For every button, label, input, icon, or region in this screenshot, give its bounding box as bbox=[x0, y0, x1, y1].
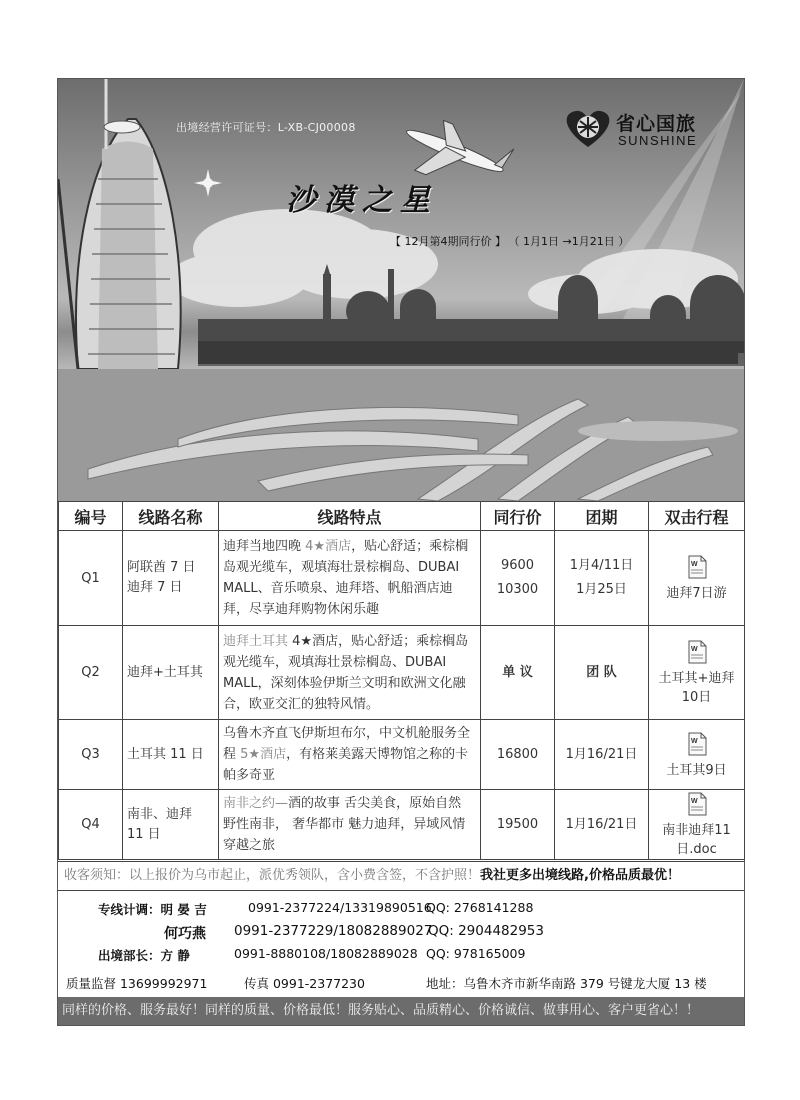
feature-hotel-rating: 5★酒店 bbox=[236, 747, 287, 762]
table-row bbox=[59, 720, 745, 790]
route-code: Q2 bbox=[59, 626, 123, 720]
header-route-features: 线路特点 bbox=[219, 502, 481, 531]
date-value: 1月16/21日 bbox=[565, 816, 638, 832]
itinerary-doc-link[interactable] bbox=[649, 720, 745, 790]
contact-phone: 0991-2377229/18082889027 bbox=[234, 923, 433, 939]
route-name bbox=[123, 626, 219, 720]
route-dates bbox=[555, 790, 649, 860]
header-code: 编号 bbox=[59, 502, 123, 531]
doc-filename: 土耳其9日 bbox=[666, 762, 727, 778]
date-value: 1月16/21日 bbox=[565, 746, 638, 762]
price-value: 19500 bbox=[496, 816, 539, 832]
route-price bbox=[481, 626, 555, 720]
route-name bbox=[123, 720, 219, 790]
route-features bbox=[219, 531, 481, 626]
feature-text: 酒的故事 舌尖美食，原始自然 野性南非， 奢华都市 魅力迪拜，异域风情 穿越之旅 bbox=[223, 796, 466, 853]
price-period bbox=[390, 233, 629, 249]
brand-name-cn: 省心国旅 bbox=[616, 113, 697, 135]
contact-qq: QQ: 978165009 bbox=[426, 946, 526, 961]
itinerary-doc-link[interactable] bbox=[649, 531, 745, 626]
period-dates: （ 1月1日 →1月21日 ） bbox=[514, 235, 630, 248]
date-value: 1月25日 bbox=[576, 582, 627, 597]
word-document-icon bbox=[687, 640, 707, 664]
contact-label: 专线计调：明 晏 吉 bbox=[98, 902, 207, 917]
doc-filename: 南非迪拜11日.doc bbox=[662, 823, 731, 857]
route-features bbox=[219, 626, 481, 720]
word-document-icon bbox=[687, 792, 707, 816]
contact-label: 出境部长：方 静 bbox=[98, 948, 190, 963]
svg-text:W: W bbox=[690, 561, 698, 568]
route-dates bbox=[555, 720, 649, 790]
header-price: 同行价 bbox=[481, 502, 555, 531]
contact-phone: 0991-8880108/18082889028 bbox=[234, 946, 418, 961]
header-dates: 团期 bbox=[555, 502, 649, 531]
fax-number: 传真 0991-2377230 bbox=[244, 976, 365, 991]
period-issue: 【 12月第4期同行价 】 bbox=[390, 235, 506, 248]
route-price bbox=[481, 720, 555, 790]
route-name bbox=[123, 531, 219, 626]
route-name-line: 11 日 bbox=[127, 826, 161, 842]
route-name bbox=[123, 790, 219, 860]
quality-supervision: 质量监督 13699992971 bbox=[66, 976, 208, 991]
contact-section bbox=[58, 890, 744, 996]
date-value: 1月4/11日 bbox=[569, 558, 634, 573]
feature-hotel-rating: 4★酒店 bbox=[301, 539, 352, 554]
feature-text: 乌鲁木齐直飞伊斯坦布尔，中文机舱服务全程 bbox=[223, 726, 471, 762]
burj-al-arab-illustration bbox=[58, 79, 181, 369]
price-value: 16800 bbox=[496, 746, 539, 762]
route-price bbox=[481, 790, 555, 860]
route-dates bbox=[555, 626, 649, 720]
svg-text:W: W bbox=[690, 646, 698, 653]
contact-name: 何巧燕 bbox=[164, 926, 206, 942]
footer-slogan: 同样的价格、服务最好！同样的质量、价格最低！服务贴心、品质精心、价格诚信、做事用心、客户更省心！！ bbox=[58, 997, 744, 1025]
route-name-line: 南非、迪拜 bbox=[127, 806, 193, 822]
brand-logo bbox=[564, 107, 734, 151]
feature-text: 迪拜当地四晚 bbox=[223, 539, 302, 554]
contact-phone: 0991-2377224/13319890516 bbox=[248, 900, 432, 915]
contact-qq: QQ: 2904482953 bbox=[428, 923, 544, 939]
table-row bbox=[59, 790, 745, 860]
route-name-line: 迪拜 7 日 bbox=[127, 580, 183, 595]
route-name-line: 阿联酋 7 日 bbox=[127, 560, 196, 575]
routes-table bbox=[58, 501, 745, 860]
route-code: Q4 bbox=[59, 790, 123, 860]
table-row bbox=[59, 531, 745, 626]
notice-highlight: 我社更多出境线路,价格品质最优！ bbox=[480, 868, 680, 883]
notice-text: 收客须知：以上报价为乌市起止，派优秀领队，含小费含签，不含护照！ bbox=[64, 868, 481, 883]
route-name-line: 土耳其 11 日 bbox=[127, 746, 204, 762]
word-document-icon bbox=[687, 732, 707, 756]
contact-row bbox=[98, 946, 190, 964]
svg-text:W: W bbox=[690, 737, 698, 745]
feature-text: ，有格莱美露天博物馆之称的卡帕多奇亚 bbox=[223, 747, 469, 783]
hero-banner bbox=[58, 79, 744, 501]
table-row bbox=[59, 626, 745, 720]
doc-filename: 迪拜7日游 bbox=[666, 586, 727, 601]
date-value: 团 队 bbox=[586, 664, 617, 680]
header-route-name: 线路名称 bbox=[123, 502, 219, 531]
route-code: Q3 bbox=[59, 720, 123, 790]
svg-text:W: W bbox=[690, 798, 698, 805]
license-number: 出境经营许可证号：L-XB-CJ00008 bbox=[176, 121, 356, 134]
price-value: 9600 bbox=[500, 558, 535, 573]
feature-text: 迪拜土耳其 bbox=[223, 633, 289, 649]
contact-row bbox=[98, 900, 207, 918]
route-dates bbox=[555, 531, 649, 626]
header-itinerary: 双击行程 bbox=[649, 502, 745, 531]
flyer bbox=[57, 78, 745, 1026]
itinerary-doc-link[interactable] bbox=[649, 626, 745, 720]
booking-notice bbox=[58, 861, 744, 891]
contact-qq: QQ: 2768141288 bbox=[426, 900, 534, 915]
feature-text: 南非之约— bbox=[223, 796, 289, 811]
price-value: 10300 bbox=[496, 582, 539, 597]
headline-title: 沙漠之星 bbox=[286, 183, 438, 218]
feature-text: ，贴心舒适；乘棕榈岛观光缆车，观填海壮景棕榈岛、DUBAI MALL、音乐喷泉、迪拜塔、帆船酒店迪拜，尽享迪拜购物休闲乐趣 bbox=[223, 539, 469, 617]
itinerary-doc-link[interactable] bbox=[649, 790, 745, 860]
route-code: Q1 bbox=[59, 531, 123, 626]
word-document-icon bbox=[687, 555, 707, 579]
route-features bbox=[219, 720, 481, 790]
route-features bbox=[219, 790, 481, 860]
route-name-line: 迪拜+土耳其 bbox=[127, 664, 203, 680]
office-address: 地址：乌鲁木齐市新华南路 379 号键龙大厦 13 楼 bbox=[426, 976, 707, 991]
feature-text: 酒店，贴心舒适；乘棕榈岛观光缆车，观填海壮景棕榈岛、DUBAI MALL，深刻体验伊斯兰文明和欧洲文化融合，欧亚交汇的独特风情。 bbox=[223, 633, 469, 712]
price-value: 单 议 bbox=[502, 664, 533, 680]
doc-filename: 土耳其+迪拜10日 bbox=[658, 671, 735, 705]
brand-name-en: SUNSHINE bbox=[618, 133, 698, 148]
route-price bbox=[481, 531, 555, 626]
table-header-row bbox=[59, 502, 745, 531]
feature-hotel-rating: 4★ bbox=[288, 633, 313, 649]
